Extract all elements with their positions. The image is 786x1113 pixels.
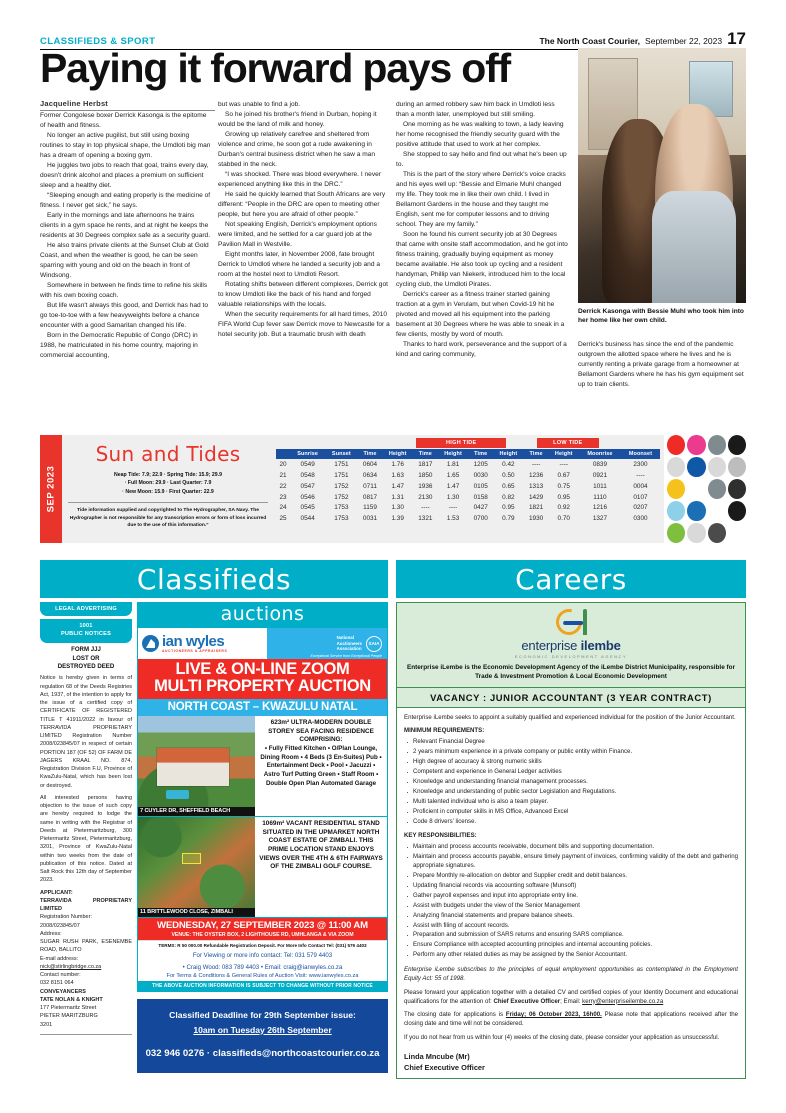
tide-cell: 2300 xyxy=(633,461,648,469)
tide-cell: 0207 xyxy=(633,504,648,512)
careers-body xyxy=(397,708,745,1080)
tide-cell: 0300 xyxy=(633,515,648,523)
list-item: · Maintain and process accounts receivable, document bills and supporting documentation. xyxy=(404,843,738,852)
auction-headline-line-1: LIVE & ON-LINE ZOOM xyxy=(175,660,350,678)
color-swatch xyxy=(728,479,746,499)
text-line: This is the part of the story where Derrick's voice cracks and his eyes well up: “Bessie and Elmarie Muhl changed my life. They took me in like their own child. I lived in Bellamont Gardens in the house and they taught me English, sent me for computer lessons and to driving school. They are my family.” xyxy=(396,171,566,229)
photo-caption: Derrick Kasonga with Bessie Muhl who took him into her home like her own child. xyxy=(578,308,744,325)
tide-band-row xyxy=(276,438,660,448)
text-line: · New Moon: 15.9 · First Quarter: 22.9 xyxy=(122,488,214,495)
equity-note: Enterprise iLembe subscribes to the principles of equal employment opportunities as contemplated in the Employment Equity Act: 55 of 1998. xyxy=(404,966,738,982)
auction-lot-1 xyxy=(138,716,387,817)
tide-cell: ---- xyxy=(636,472,645,480)
banner-careers: Careers xyxy=(396,560,746,598)
tide-col-header: Height xyxy=(383,449,413,459)
tide-cell: 1850 xyxy=(418,472,433,480)
lot-2-photo xyxy=(138,817,255,917)
closing-post: Please note that applications received after the closing date and time will not be considered. xyxy=(404,1011,739,1028)
tide-cell: 1159 xyxy=(363,504,377,512)
pill-public-notices-label: PUBLIC NOTICES xyxy=(60,631,112,638)
classified-deadline-box xyxy=(137,999,388,1073)
text-line: Eight months later, in November 2008, fate brought Derrick to Umdloti where he landed a security job and a room at the hostel next to Umdloti Resort. xyxy=(218,251,380,279)
text-line: She stopped to say hello and find out what he's been up to. xyxy=(396,151,567,169)
tide-cell: 0547 xyxy=(300,482,315,490)
classifieds-contact[interactable]: 032 946 0276 · classifieds@northcoastcourier.co.za xyxy=(145,1048,380,1060)
tide-cell: 21 xyxy=(279,472,287,480)
list-item: · Code 8 drivers' license. xyxy=(404,818,738,827)
list-item: · Assist with filing of account records. xyxy=(404,922,738,931)
text-line: “I was shocked. There was blood everywhere. I never experienced anything like this in the DRC.” xyxy=(218,171,382,189)
tide-col-header: Height xyxy=(438,449,468,459)
color-swatch xyxy=(708,501,726,521)
apply-pre: Please forward your application together with a detailed CV and certified copies of your Identity Document and educational qualifications for the attention of: xyxy=(404,988,738,1005)
tide-table xyxy=(276,449,660,524)
tide-cell: 0546 xyxy=(300,493,315,501)
naa-line-2: Auctioneers xyxy=(336,640,362,646)
color-swatch xyxy=(687,435,705,455)
color-swatch xyxy=(728,523,746,543)
agency-subtitle: AUCTIONEERS & APPRAISERS xyxy=(162,648,228,653)
auction-associations xyxy=(267,628,387,659)
careers-intro: Enterprise iLembe seeks to appoint a suitably qualified and experienced individual for the position of the Junior Accountant. xyxy=(404,713,736,721)
careers-advertisement xyxy=(396,602,746,1079)
publication-date: September 22, 2023 xyxy=(645,36,723,46)
tides-month-bar xyxy=(40,435,62,543)
tide-cell: 1429 xyxy=(528,493,544,501)
tide-cell: 0839 xyxy=(592,461,608,469)
list-item: · Multi talented individual who is also a team player. xyxy=(404,798,738,807)
tides-info xyxy=(62,435,274,543)
apply-mid: ; Email: xyxy=(560,997,583,1005)
tide-cell: 1.65 xyxy=(446,472,460,480)
article-column-4 xyxy=(578,340,746,390)
page-number: 17 xyxy=(727,29,746,48)
table-row xyxy=(276,492,660,503)
tide-col-header: Time xyxy=(524,449,549,459)
text-line: Growing up relatively carefree and sheltered from violence and crime, he soon got a rude awakening in Durban's central business district when he saw a man stabbed in the neck. xyxy=(218,131,376,169)
tide-cell: 1.30 xyxy=(446,493,460,501)
tide-col-header: Moonrise xyxy=(579,449,621,459)
text-line: Derrick's business has since the end of the pandemic outgrown the allotted space where he lives and he is currently renting a private garage from a homeowner at Bellamont Gardens where he has his gym equipment set up to train clients. xyxy=(578,341,744,389)
tide-cell: 1216 xyxy=(592,504,608,512)
color-swatch xyxy=(667,523,685,543)
text-line: Soon he found his current security job at 30 Degrees that came with onsite staff accommodation, and he got into fitness training, gradually buying equipment as money became available. He also took up cycling and a resident handyman, Phillip van Niekerk, introduced him to the local cycling club, the Umdloti Pirates. xyxy=(396,231,568,289)
logo-swoosh-icon xyxy=(551,604,587,640)
tide-cell: 0.50 xyxy=(502,472,515,480)
tide-cell: 1753 xyxy=(334,515,349,523)
tide-cell: 1930 xyxy=(528,515,544,523)
agency-name xyxy=(162,634,227,653)
tide-cell: 0030 xyxy=(473,472,488,480)
list-item: · Knowledge and understanding of public sector Legislation and Regulations. xyxy=(404,788,738,797)
tide-col-header: Sunset xyxy=(325,449,357,459)
tide-cell: 1.47 xyxy=(446,482,460,490)
auction-terms: TERMS: R 50 000.00 Refundable Registration Deposit. For More Info Contact Tel: (031) 579 4403 xyxy=(138,940,387,950)
tides-table-wrap xyxy=(274,435,664,543)
text-line: When the security requirements for all hard times, 2010 FIFA World Cup fever saw Derrick move to Newcastle for a hotel security job. But a traumatic brush with death xyxy=(218,311,390,339)
tide-cell: 23 xyxy=(279,493,287,501)
naa-line-3: Association xyxy=(336,646,362,652)
auction-contact-3[interactable]: For Terms & Conditions & General Rules of Auction Visit: www.ianwyles.co.za xyxy=(166,973,359,980)
tide-cell: 0817 xyxy=(362,493,378,501)
tide-cell: 0548 xyxy=(300,472,315,480)
tides-disclaimer: Tide information supplied and copyrighted to The Hydrographer, SA Navy. The Hydrographer is not responsible for any transcription errors or form of loss incurred due to the use of this information.” xyxy=(68,502,268,530)
list-item: · Gather payroll expenses and input into appropriate entry line. xyxy=(404,892,738,901)
list-item: · Updating financial records via accounting software (Munsoft) xyxy=(404,882,738,891)
naa-line-1: National xyxy=(336,635,354,641)
apply-attention: Chief Executive Officer xyxy=(493,997,561,1005)
auction-datetime: WEDNESDAY, 27 SEPTEMBER 2023 @ 11:00 AM xyxy=(138,918,387,932)
color-swatch xyxy=(708,479,726,499)
legal-contact-label: Contact number: xyxy=(40,972,81,979)
tide-cell: 1236 xyxy=(528,472,544,480)
list-item: · Ensure Compliance with accepted accounting principles and internal accounting policies. xyxy=(404,941,738,950)
legal-email-value[interactable]: nick@stirlingbridge.co.za xyxy=(40,963,102,970)
list-item: · Perform any other related duties as may be assigned by the Senior Accountant. xyxy=(404,951,738,960)
article-column-3 xyxy=(396,100,569,360)
text-line: One morning as he was walking to town, a lady leaving her home recognised the friendly security guard with the positive attitude that used to work at her complex. xyxy=(396,121,564,149)
key-responsibilities-heading: KEY RESPONSIBILITIES: xyxy=(404,832,477,840)
banner-classifieds: Classifieds xyxy=(40,560,388,598)
tides-title: Sun and Tides xyxy=(95,442,241,466)
text-line: during an armed robbery saw him back in Umdloti less than a month later, unemployed but still smiling. xyxy=(396,101,555,119)
color-registration-swatches xyxy=(667,435,746,543)
association-tagline: Exceptional Service from Exceptional People xyxy=(310,654,382,658)
careers-logo-tagline: ECONOMIC DEVELOPMENT AGENCY xyxy=(514,654,628,659)
color-swatch xyxy=(708,457,726,477)
tide-cell: 1327 xyxy=(592,515,608,523)
tide-cell: 0.79 xyxy=(502,515,515,523)
agency-name-text: ian wyles xyxy=(162,632,225,650)
legal-address-value: SUGAR RUSH PARK, ESENEMBE ROAD, BALLITO xyxy=(40,939,132,954)
tide-cell: 1.76 xyxy=(391,461,404,469)
color-swatch xyxy=(728,435,746,455)
article-column-1 xyxy=(40,111,213,361)
agency-logo xyxy=(138,628,267,659)
list-item: · Preparation and submission of SARS returns and ensuring SARS compliance. xyxy=(404,931,738,940)
auction-headline xyxy=(138,659,387,699)
text-line: He also trains private clients at the Sunset Club at Gold Coast, and when the weather is good, he can be seen sparring with young and old on the beach in front of Windsong. xyxy=(40,242,209,280)
tide-col-header: Sunrise xyxy=(290,449,325,459)
tide-cell: 0004 xyxy=(633,482,648,490)
deadline-line-2: 10am on Tuesday 26th September xyxy=(193,1024,332,1035)
tide-table-header xyxy=(276,449,660,459)
tide-cell: 24 xyxy=(279,504,287,512)
tide-cell: 0.92 xyxy=(557,504,570,512)
legal-conveyancers-name: TATE NOLAN & KNIGHT xyxy=(40,996,103,1003)
text-line: So he joined his brother's friend in Durban, hoping it would be the land of milk and honey. xyxy=(218,111,377,129)
auction-agency-bar xyxy=(138,628,387,659)
list-item: · 2 years minimum experience in a private company or public entity within Finance. xyxy=(404,748,738,757)
pill-public-notices-code: 1001 xyxy=(79,623,93,629)
auction-contact-1[interactable]: For Viewing or more info contact: Tel: 031 579 4403 xyxy=(192,951,333,959)
color-swatch xyxy=(728,501,746,521)
tide-cell: 0604 xyxy=(362,461,378,469)
apply-instructions xyxy=(404,989,738,1007)
tide-cell: 0700 xyxy=(473,515,488,523)
careers-wordmark xyxy=(403,638,739,653)
list-item: · Maintain and process accounts payable, ensure timely payment of invoices, confirming validity of the debt and gathering appropriate signatures. xyxy=(404,853,738,871)
closing-pre: The closing date for applications is xyxy=(404,1011,506,1019)
tide-cell: 1752 xyxy=(334,482,349,490)
color-swatch xyxy=(728,457,746,477)
tide-cell: 1752 xyxy=(334,493,349,501)
tide-cell: 0634 xyxy=(362,472,378,480)
tide-cell: 1753 xyxy=(334,504,349,512)
legal-heading: FORM JJJ LOST OR DESTROYED DEED xyxy=(57,645,115,671)
tide-cell: ---- xyxy=(448,504,458,512)
naa-logo-icon xyxy=(337,635,362,652)
tide-cell: 0158 xyxy=(473,493,488,501)
color-swatch xyxy=(687,479,705,499)
legal-divider xyxy=(40,1034,132,1035)
legal-para-2: All interested persons having objection to the issue of such copy are hereby required to lodge the same in writing with the Registrar of Deeds at Pietermaritzburg, 300 Pietermaritz Street, Pietermaritzburg, 3201, Province of KwaZulu-Natal within two weeks from the date of publication of this notice. Dated at Salt Rock this 12th day of September 2023. xyxy=(40,794,132,884)
legal-reg-value: 2008/023845/07 xyxy=(40,922,80,929)
list-item: · Assist with budgets under the view of the Senior Management xyxy=(404,902,738,911)
auction-change-notice: THE ABOVE AUCTION INFORMATION IS SUBJECT TO CHANGE WITHOUT PRIOR NOTICE xyxy=(138,981,387,991)
min-requirements-list xyxy=(404,738,738,826)
lot-1-features: • Fully Fitted Kitchen • O/Plan Lounge, Dining Room • 4 Beds (3 En-Suites) Pub • Entertainment Deck • Pool • Jacuzzi • Astro Turf Putting Green • Staff Room • Double Open Plan Automated Garage xyxy=(260,744,382,787)
text-line: Early in the mornings and late afternoons he trains clients in a gym space he rents, and at night he keeps the residents at 30 Degrees complex safe as a security guard. xyxy=(40,212,211,240)
text-line: Somewhere in between he finds time to refine his skills with his own boxing coach. xyxy=(40,282,208,300)
legal-conveyancers-address: 177 Pietermaritz Street PIETER MARITZBURG 3201 xyxy=(40,1005,98,1028)
tide-cell: 0711 xyxy=(363,482,377,490)
closing-date-note xyxy=(404,1011,738,1029)
sun-and-tides-panel xyxy=(40,435,664,543)
tide-cell: 1011 xyxy=(593,482,607,490)
tide-cell: 1.53 xyxy=(446,515,460,523)
color-swatch xyxy=(708,523,726,543)
legal-address-label: Address: xyxy=(40,930,62,937)
tide-cell: 1.63 xyxy=(391,472,404,480)
tide-cell: 0031 xyxy=(362,515,378,523)
text-line: Derrick's career as a fitness trainer started gaining traction at a gym in Verulam, but when Covid-19 hit he pivoted and moved all his equipment into the parking basement at 30 Degrees where he was able to sneak in a few clients, mostly by word of mouth. xyxy=(396,291,565,339)
text-line: Former Congolese boxer Derrick Kasonga is the epitome of health and fitness. xyxy=(40,112,207,130)
low-tide-band: LOW TIDE xyxy=(537,438,598,448)
tide-cell: 0.67 xyxy=(557,472,570,480)
lot-1-pool xyxy=(166,790,189,799)
auction-lot-2 xyxy=(138,817,387,918)
legal-body xyxy=(40,674,132,1035)
wordmark-bold: ilembe xyxy=(580,638,621,653)
tide-cell: 0105 xyxy=(473,482,488,490)
tide-cell: 0544 xyxy=(300,515,315,523)
list-item: · Relevant Financial Degree xyxy=(404,738,738,747)
tide-cell: 22 xyxy=(279,482,287,490)
table-row xyxy=(276,513,660,524)
text-line: Not speaking English, Derrick's employment options were limited, and he settled for a car guard job at the Pavilion Mall in Westville. xyxy=(218,221,377,249)
signature-block xyxy=(404,1051,738,1073)
tide-cell: 1821 xyxy=(528,504,544,512)
tide-cell: 0.70 xyxy=(557,515,570,523)
tide-col-header: Time xyxy=(468,449,493,459)
auctions-title: auctions xyxy=(137,602,388,628)
tide-cell: 1.39 xyxy=(391,515,404,523)
lot-2-highlight xyxy=(182,853,201,864)
wordmark-light: enterprise xyxy=(521,638,581,653)
tide-cell: 20 xyxy=(279,461,287,469)
text-line: “Sleeping enough and eating properly is the medicine of fitness. I never get sick,” he says. xyxy=(40,192,211,210)
lot-2-heading: 1069m² VACANT RESIDENTIAL STAND SITUATED IN THE UPMARKET NORTH COAST ESTATE OF ZIMBALI. THIS PRIME LOCATION STAND ENJOYS VIEWS OVER THE 4TH & 6TH FAIRWAYS OF THE ZIMBALI GOLF COURSE. xyxy=(259,819,383,871)
legal-para-1: Notice is hereby given in terms of regulation 68 of the Deeds Registries Act, 1937, of the intention to apply for the issue of a certified copy of CERTIFICATE OF REGISTERED TITLE T 41911/2022 in favour of TERRAVIDA PROPRIETARY LIMITED Registration Number 2008/023845/07 in respect of certain PORTION 187 (OF 52) OF FARM DE JAGERS KRAAL NO. 874, Registration Division F.U, Province of KwaZulu-Natal, which has been lost or destroyed. xyxy=(40,675,132,789)
table-row xyxy=(276,481,660,492)
saia-seal-icon: SAIA xyxy=(366,636,382,652)
lot-1-heading: 623m² ULTRA-MODERN DOUBLE STOREY SEA FACING RESIDENCE COMPRISING: xyxy=(268,718,374,744)
tide-cell: 1.30 xyxy=(391,504,404,512)
lot-1-caption: 7 CUYLER DR, SHEFFIELD BEACH xyxy=(138,807,255,816)
tides-month-label: SEP 2023 xyxy=(45,465,57,513)
signature-name: Linda Mncube (Mr) xyxy=(404,1051,470,1061)
tide-cell: 0.75 xyxy=(557,482,570,490)
tide-cell: 1817 xyxy=(418,461,433,469)
tide-cell: 25 xyxy=(279,515,287,523)
tide-cell: 0.42 xyxy=(502,461,515,469)
table-row xyxy=(276,470,660,481)
ian-wyles-logo-icon xyxy=(142,635,159,652)
auction-headline-line-2: MULTI PROPERTY AUCTION xyxy=(154,677,371,696)
text-line: No longer an active pugilist, but still using boxing routines to stay in top physical shape, the Umdloti big man has a dream of opening a boxing gym. xyxy=(40,132,211,160)
tide-cell: 0545 xyxy=(300,504,315,512)
pill-public-notices xyxy=(40,619,132,643)
careers-org-blurb: Enterprise iLembe is the Economic Development Agency of the iLembe District Municipality, responsible for Trade & Investment Promotion & Local Economic Development xyxy=(406,664,736,681)
color-swatch xyxy=(667,435,685,455)
tide-cell: 1110 xyxy=(593,493,607,501)
closing-date: Friday; 06 October 2023, 16h00. xyxy=(505,1011,602,1019)
tide-cell: 1936 xyxy=(418,482,433,490)
tide-cell: 0.65 xyxy=(502,482,515,490)
list-item: · Prepare Monthly re-allocation on debtor and Supplier credit and debit balances. xyxy=(404,872,738,881)
tide-cell: 1751 xyxy=(334,472,349,480)
text-line: He said he quickly learned that South Africans are very different: “People in the DRC are open to meeting other people, but here you are afraid of other people.” xyxy=(218,191,386,219)
photo-shirt xyxy=(652,191,736,303)
tide-cell: 2130 xyxy=(418,493,433,501)
tide-cell: 1.47 xyxy=(391,482,404,490)
page-title: Paying it forward pays off xyxy=(40,45,510,91)
tide-cell: 1.81 xyxy=(446,461,460,469)
enterprise-ilembe-logo-icon xyxy=(403,607,739,637)
tide-col-header: Time xyxy=(413,449,438,459)
tide-table-body xyxy=(276,459,660,524)
tide-cell: 0.82 xyxy=(502,493,515,501)
tide-cell: 1313 xyxy=(528,482,544,490)
masthead-right xyxy=(539,30,746,47)
tide-col-header: Time xyxy=(358,449,383,459)
auction-venue: VENUE: THE OYSTER BOX, 2 LIGHTHOUSE RD, UMHLANGA & VIA ZOOM xyxy=(138,932,387,940)
list-item: · Knowledge and understanding financial management processes. xyxy=(404,778,738,787)
signature-title: Chief Executive Officer xyxy=(404,1063,485,1073)
text-line: Rotating shifts between different complexes, Derrick got to know Umdloti like the back of his hand and forged valuable relationships with the locals. xyxy=(218,281,388,309)
color-swatch xyxy=(687,501,705,521)
deadline-line-1: Classified Deadline for 29th September issue: xyxy=(169,1010,356,1021)
list-item: · Analyzing financial statements and prepare balance sheets. xyxy=(404,912,738,921)
tide-col-header xyxy=(276,449,290,459)
unsuccessful-note: If you do not hear from us within four (4) weeks of the closing date, please consider your application as unsuccessful. xyxy=(404,1034,720,1042)
color-swatch xyxy=(667,457,685,477)
text-line: but was unable to find a job. xyxy=(218,101,301,108)
tide-cell: ---- xyxy=(531,461,541,469)
tide-cell: 1.31 xyxy=(391,493,404,501)
legal-advertising-column xyxy=(40,602,132,1035)
tide-cell: 1205 xyxy=(473,461,488,469)
legal-applicant-name: TERRAVIDA PROPRIETARY LIMITED xyxy=(40,897,132,913)
list-item: · High degree of accuracy & strong numeric skills xyxy=(404,758,738,767)
auction-contact-2[interactable]: • Craig Wood: 083 789 4403 • Email: craig@ianwyles.co.za xyxy=(182,963,343,971)
vacancy-title: VACANCY : JUNIOR ACCOUNTANT (3 YEAR CONTRACT) xyxy=(397,687,745,708)
section-label: CLASSIFIEDS & SPORT xyxy=(40,36,156,47)
tides-subinfo xyxy=(68,471,268,496)
lot-2-details xyxy=(255,817,387,917)
high-tide-band: HIGH TIDE xyxy=(416,438,506,448)
pill-legal-advertising: LEGAL ADVERTISING xyxy=(40,602,132,616)
text-line: He juggles two jobs to reach that goal, trains every day, doesn't drink alcohol and places a premium on sufficient sleep and a healthy diet. xyxy=(40,162,209,190)
lot-1-photo xyxy=(138,716,255,816)
tide-cell: 0921 xyxy=(592,472,608,480)
lot-1-details xyxy=(255,716,387,816)
table-row xyxy=(276,503,660,514)
article-photo xyxy=(578,48,746,303)
tide-cell: ---- xyxy=(421,504,430,512)
publication-name: The North Coast Courier, xyxy=(539,36,641,46)
min-requirements-heading: MINIMUM REQUIREMENTS: xyxy=(404,727,485,735)
careers-logo-band xyxy=(397,603,745,687)
color-swatch xyxy=(687,457,705,477)
text-line: · Full Moon: 29.9 · Last Quarter: 7.9 xyxy=(124,480,212,487)
lot-2-caption: 11 BRITTLEWOOD CLOSE, ZIMBALI xyxy=(138,908,255,917)
article-column-2 xyxy=(218,100,391,340)
legal-applicant-label: APPLICANT: xyxy=(40,889,73,896)
list-item: · Competent and experience in General Ledger activities xyxy=(404,768,738,777)
list-item: · Proficient in computer skills in MS Office, Advanced Excel xyxy=(404,808,738,817)
text-line: But life wasn't always this good, and Derrick has had to go toe-to-toe with a few heavyweights before a chance encounter with a good Samaritan changed his life. xyxy=(40,302,209,330)
tide-cell: 0427 xyxy=(473,504,488,512)
color-swatch xyxy=(667,479,685,499)
tide-cell: 0.95 xyxy=(557,493,570,501)
tide-col-header: Moonset xyxy=(621,449,660,459)
tide-cell: ---- xyxy=(559,461,569,469)
legal-conveyancers-label: CONVEYANCERS xyxy=(40,988,86,995)
legal-reg-label: Registration Number: xyxy=(40,914,92,921)
color-swatch xyxy=(667,501,685,521)
tide-col-header: Height xyxy=(493,449,523,459)
tide-cell: 0.95 xyxy=(502,504,515,512)
byline: Jacqueline Herbst xyxy=(40,99,215,111)
tide-cell: 0107 xyxy=(633,493,648,501)
auction-ad[interactable] xyxy=(137,628,388,992)
text-line: Born in the Democratic Republic of Congo (DRC) in 1988, he matriculated in his home country, majoring in commercial accounting, xyxy=(40,332,198,360)
text-line: Neap Tide: 7.9; 22.9 · Spring Tide: 15.9; 29.9 xyxy=(114,472,222,478)
apply-email[interactable]: kerry@enterpriseilembe.co.za xyxy=(582,997,664,1005)
tide-col-header: Height xyxy=(549,449,579,459)
legal-email-label: E-mail address: xyxy=(40,955,79,962)
auction-region: NORTH COAST – KWAZULU NATAL xyxy=(138,699,387,716)
color-swatch xyxy=(687,523,705,543)
tide-cell: 0549 xyxy=(300,461,315,469)
key-responsibilities-list xyxy=(404,843,738,960)
table-row xyxy=(276,459,660,470)
text-line: Thanks to hard work, perseverance and the support of a kind and caring community, xyxy=(396,341,567,359)
tide-cell: 1321 xyxy=(418,515,433,523)
tide-cell: 1751 xyxy=(334,461,349,469)
legal-contact-value: 032 8151 064 xyxy=(40,980,74,987)
color-swatch xyxy=(708,435,726,455)
auctions-block xyxy=(137,602,388,1073)
